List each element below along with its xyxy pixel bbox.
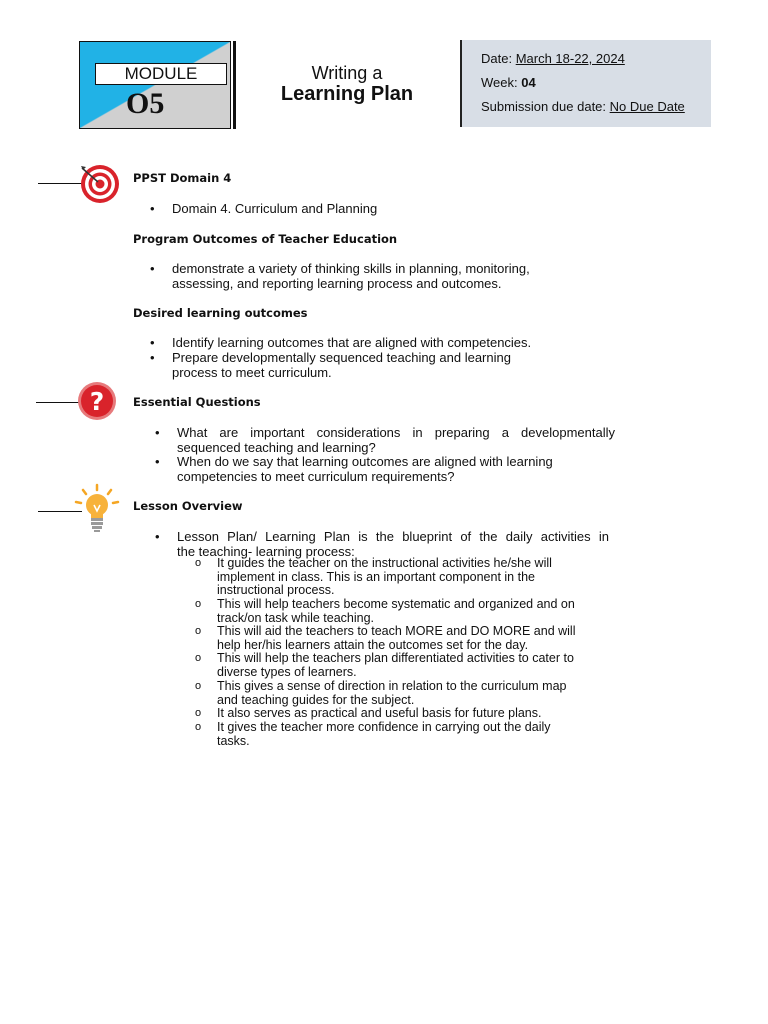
sub-item-3-line1: This will aid the teachers to teach MORE and DO MORE and will: [217, 624, 576, 638]
target-icon: [78, 164, 122, 204]
sub-item-2-line2: track/on task while teaching.: [217, 610, 375, 625]
due-value: No Due Date: [609, 99, 685, 114]
sub-item-3-line2: help her/his learners attain the outcomes set for the day.: [217, 637, 529, 652]
svg-text:?: ?: [89, 387, 105, 416]
week-label: Week:: [481, 75, 522, 90]
desired-item-1: Identify learning outcomes that are aligned with competencies.: [172, 335, 532, 350]
sub-bullet: o: [195, 598, 202, 610]
title-line-2: Learning Plan: [280, 83, 414, 105]
desired-heading: Desired learning outcomes: [133, 306, 308, 320]
program-item-line1: demonstrate a variety of thinking skills in planning, monitoring,: [172, 261, 530, 276]
sub-item-4-line1: This will help the teachers plan differentiated activities to cater to: [217, 651, 574, 665]
question-icon: [75, 381, 119, 421]
question-2-line2: competencies to meet curriculum requirements?: [177, 469, 455, 484]
ppst-heading: PPST Domain 4: [133, 171, 232, 185]
sub-item-1-line3: instructional process.: [217, 583, 335, 597]
date-row: [481, 51, 625, 66]
sub-list-item: [195, 597, 575, 625]
question-2-line1: When do we say that learning outcomes are aligned with learning: [177, 454, 553, 469]
sub-item-7-line1: It gives the teacher more confidence in carrying out the daily: [217, 720, 551, 734]
bullet-dot: •: [150, 201, 155, 216]
sub-bullet: o: [195, 707, 202, 719]
list-item: [150, 350, 511, 380]
ppst-item: Domain 4. Curriculum and Planning: [172, 201, 378, 216]
question-1-line2: sequenced teaching and learning?: [177, 440, 376, 455]
sub-item-5-line2: and teaching guides for the subject.: [217, 692, 415, 707]
desired-item-2-line2: process to meet curriculum.: [172, 365, 332, 380]
sub-list-item: [195, 556, 552, 598]
desired-item-2-line1: Prepare developmentally sequenced teaching and learning: [172, 350, 511, 365]
sub-bullet: o: [195, 557, 202, 569]
lightbulb-icon: [72, 483, 122, 535]
program-item-line2: assessing, and reporting learning process and outcomes.: [172, 276, 502, 291]
sub-list-item: [195, 720, 551, 748]
sub-item-1-line2: implement in class. This is an important component in the: [217, 569, 535, 584]
week-row: [481, 75, 536, 90]
title-line-1: Writing a: [311, 63, 383, 83]
module-number: O5: [126, 87, 165, 120]
sub-item-2-line1: This will help teachers become systematic and organized and on: [217, 597, 575, 611]
list-item: [155, 454, 615, 484]
sub-item-6-line1: It also serves as practical and useful basis for future plans.: [217, 706, 542, 720]
info-box: [460, 40, 711, 127]
due-row: [481, 99, 685, 114]
question-1-line1: What are important considerations in preparing a developmentally: [177, 425, 615, 440]
module-label: MODULE: [95, 63, 227, 85]
list-item: [150, 261, 572, 291]
sub-list-item: [195, 706, 542, 721]
overview-heading: Lesson Overview: [133, 499, 243, 513]
sub-item-7-line2: tasks.: [217, 733, 250, 748]
list-item: [150, 335, 532, 350]
list-item: [150, 201, 378, 216]
sub-list-item: [195, 651, 574, 679]
due-label: Submission due date:: [481, 99, 610, 114]
date-value: March 18-22, 2024: [515, 51, 625, 66]
sub-item-4-line2: diverse types of learners.: [217, 664, 357, 679]
week-value: 04: [521, 75, 536, 90]
sub-bullet: o: [195, 652, 202, 664]
sub-bullet: o: [195, 721, 202, 733]
bullet-dot: •: [150, 261, 155, 276]
sub-item-1-line1: It guides the teacher on the instructional activities he/she will: [217, 556, 552, 570]
module-badge: [79, 41, 231, 129]
sub-list-item: [195, 624, 576, 652]
list-item: [155, 425, 615, 455]
sub-item-5-line1: This gives a sense of direction in relation to the curriculum map: [217, 679, 567, 693]
bullet-dot: •: [155, 425, 160, 440]
overview-main-line2: the teaching- learning process:: [177, 544, 355, 559]
bullet-dot: •: [150, 350, 155, 365]
overview-main-line1: Lesson Plan/ Learning Plan is the blueprint of the daily activities in: [177, 529, 609, 544]
sub-bullet: o: [195, 625, 202, 637]
program-heading: Program Outcomes of Teacher Education: [133, 232, 398, 246]
essential-heading: Essential Questions: [133, 395, 261, 409]
bullet-dot: •: [150, 335, 155, 350]
bullet-dot: •: [155, 529, 160, 544]
list-item: [155, 529, 609, 559]
date-label: Date:: [481, 51, 516, 66]
sub-bullet: o: [195, 680, 202, 692]
sub-list-item: [195, 679, 567, 707]
bullet-dot: •: [155, 454, 160, 469]
